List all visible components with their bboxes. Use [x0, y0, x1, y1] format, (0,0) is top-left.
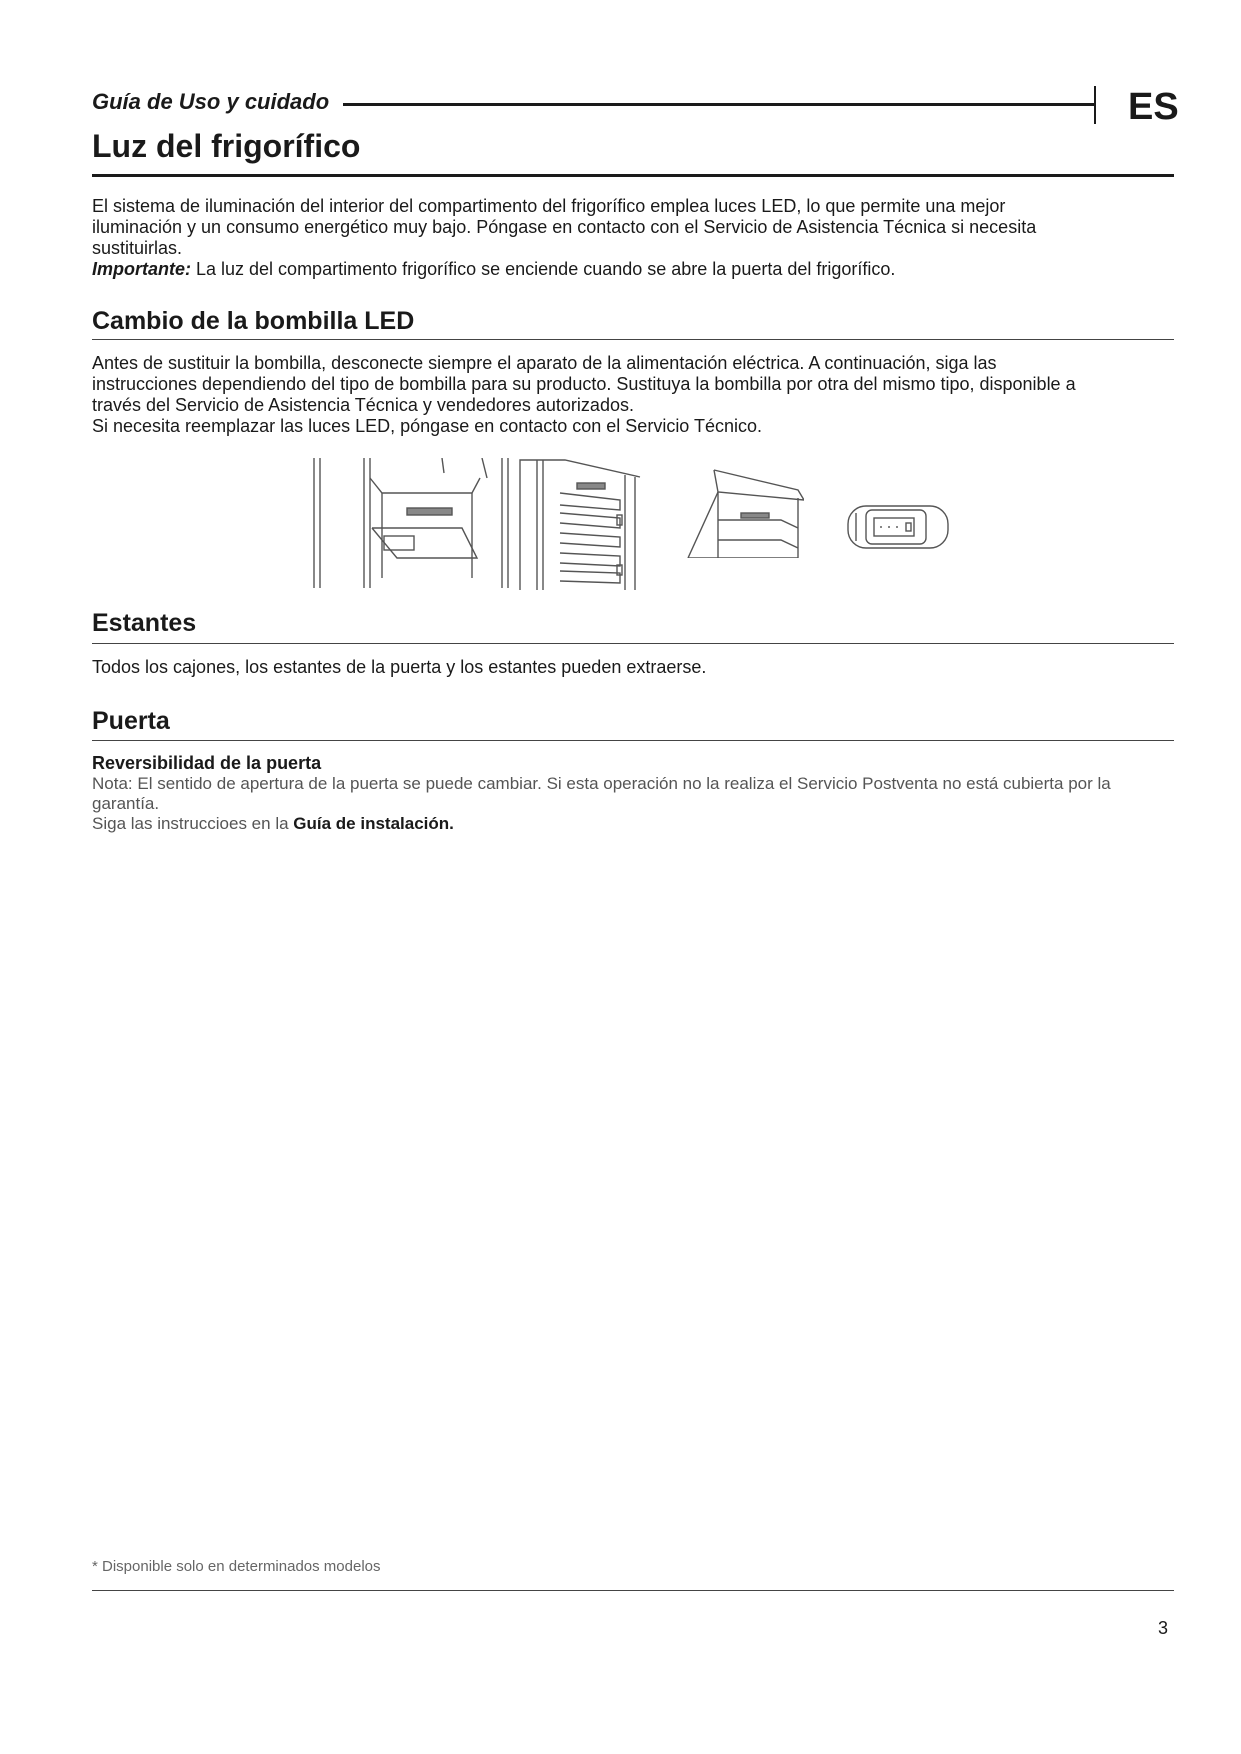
fridge-interior-illustration: [312, 458, 512, 588]
guide-title: Guía de Uso y cuidado: [92, 89, 330, 114]
led-line: instrucciones dependiendo del tipo de bombilla para su producto. Sustituya la bombilla por otra del mismo tipo, disponible a: [92, 374, 1076, 394]
language-badge: ES: [1128, 86, 1179, 128]
door-note: [92, 774, 1172, 834]
led-line: Si necesita reemplazar las luces LED, póngase en contacto con el Servicio Técnico.: [92, 416, 763, 436]
shelves-section-title: Estantes: [92, 609, 197, 637]
led-line: Antes de sustituir la bombilla, desconecte siempre el aparato de la alimentación eléctrica. A continuación, siga las: [92, 353, 997, 373]
intro-line: El sistema de iluminación del interior del compartimento del frigorífico emplea luces LED, lo que permite una mejor: [92, 196, 1006, 216]
section-rule: [92, 740, 1174, 741]
led-line: través del Servicio de Asistencia Técnica y vendedores autorizados.: [92, 395, 634, 415]
fridge-side-illustration: [515, 455, 645, 590]
led-section-title: Cambio de la bombilla LED: [92, 307, 415, 335]
instruction-prefix: Siga las instruccioes en la: [92, 814, 294, 833]
important-text: La luz del compartimento frigorífico se enciende cuando se abre la puerta del frigorífico.: [191, 259, 896, 279]
intro-paragraph: [92, 196, 1172, 280]
door-reversibility-subtitle: Reversibilidad de la puerta: [92, 753, 322, 773]
fridge-top-illustration: [686, 468, 804, 558]
note-line: Nota: El sentido de apertura de la puerta se puede cambiar. Si esta operación no la realiza el Servicio Postventa no está cubierta por la: [92, 774, 1111, 793]
title-rule: [92, 174, 1174, 177]
page-number: 3: [1158, 1618, 1169, 1638]
header-rule: [343, 103, 1095, 106]
door-section-title: Puerta: [92, 707, 170, 735]
section-rule: [92, 339, 1174, 340]
footer-rule: [92, 1590, 1174, 1591]
footnote: * Disponible solo en determinados modelos: [92, 1558, 381, 1575]
led-bulb-illustration: [844, 498, 954, 556]
installation-guide-link[interactable]: Guía de instalación.: [293, 814, 454, 833]
shelves-paragraph: Todos los cajones, los estantes de la puerta y los estantes pueden extraerse.: [92, 657, 707, 677]
page-title: Luz del frigorífico: [92, 128, 361, 164]
intro-line: sustituirlas.: [92, 238, 183, 258]
header-tick: [1094, 86, 1096, 124]
section-rule: [92, 643, 1174, 644]
intro-line: iluminación y un consumo energético muy bajo. Póngase en contacto con el Servicio de Asistencia Técnica si necesita: [92, 217, 1037, 237]
important-label: Importante:: [92, 259, 191, 279]
note-line: garantía.: [92, 794, 160, 813]
led-paragraph: [92, 353, 1172, 437]
